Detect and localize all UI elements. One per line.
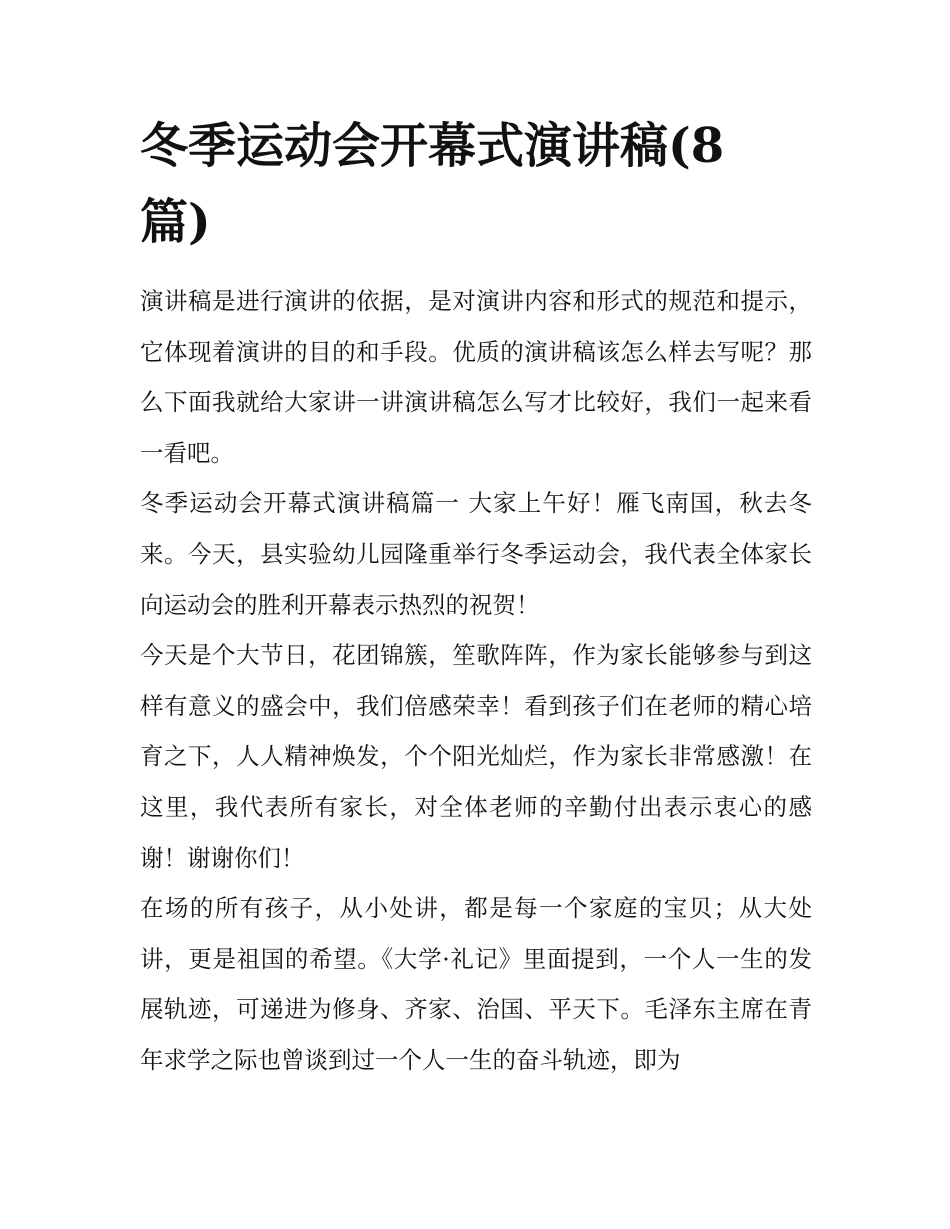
paragraph-festival: 今天是个大节日，花团锦簇，笙歌阵阵，作为家长能够参与到这样有意义的盛会中，我们倍感荣幸！看到孩子们在老师的精心培育之下，人人精神焕发，个个阳光灿烂，作为家长非常感激！在这里，我代表所有家长，对全体老师的辛勤付出表示衷心的感谢！谢谢你们！ — [140, 641, 812, 872]
paragraph-children: 在场的所有孩子，从小处讲，都是每一个家庭的宝贝；从大处讲，更是祖国的希望。《大学·礼记》里面提到，一个人一生的发展轨迹，可递进为修身、齐家、治国、平天下。毛泽东主席在青年求学之际也曾谈到过一个人一生的奋斗轨迹，即为 — [140, 894, 812, 1074]
document-title: 冬季运动会开幕式演讲稿(8篇) — [140, 118, 725, 250]
document-body — [140, 276, 812, 1086]
paragraph-greeting: 冬季运动会开幕式演讲稿篇一 大家上午好！雁飞南国，秋去冬来。今天，县实验幼儿园隆重举行冬季运动会，我代表全体家长向运动会的胜利开幕表示热烈的祝贺！ — [140, 489, 812, 619]
document-page — [140, 108, 812, 1086]
paragraph-intro: 演讲稿是进行演讲的依据，是对演讲内容和形式的规范和提示，它体现着演讲的目的和手段。优质的演讲稿该怎么样去写呢？那么下面我就给大家讲一讲演讲稿怎么写才比较好，我们一起来看一看吧。 — [140, 287, 812, 467]
